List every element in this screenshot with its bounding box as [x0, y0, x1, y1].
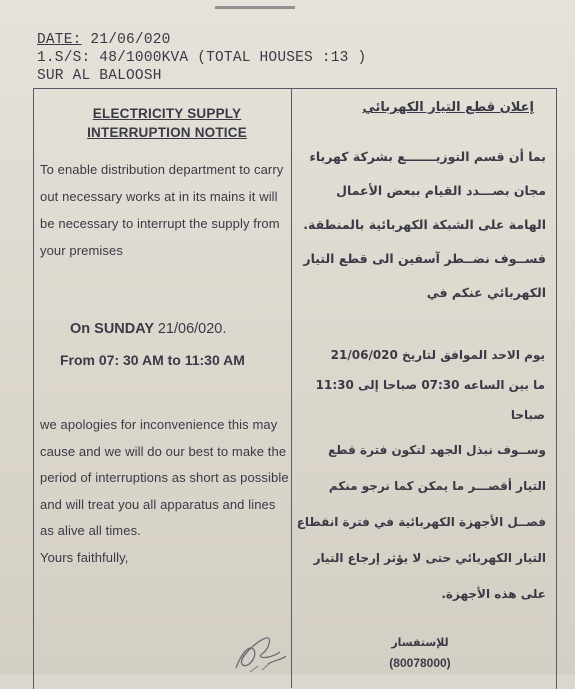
english-paragraph-1: To enable distribution department to carry out necessary works at in its mains it will be necessary to interrupt the supply from your premises	[40, 162, 284, 258]
contact-phone: (80078000)	[389, 656, 451, 670]
english-title-line1: ELECTRICITY SUPPLY	[92, 106, 242, 121]
date-value: 21/06/020	[90, 32, 171, 48]
english-paragraph-2	[40, 412, 290, 571]
arabic-paragraph-1: بما أن قسم التوزيـــــــع بشركة كهرباء مجان بصـــدد القيام ببعض الأعمال الهامة على الشبكة الكهربائية بالمنطقة. فســوف نضــطر آسفين الى قطع التيار الكهربائي عنكم في	[303, 149, 546, 300]
english-apology: we apologies for inconvenience this may cause and we will do our best to make the period of interruptions as short as possible and will treat you all apparatus and lines as alive all times.	[40, 417, 289, 538]
signature-icon	[228, 630, 298, 675]
arabic-contact-label: للإستفسار	[391, 636, 449, 649]
header-substation: 1.S/S: 48/1000KVA (TOTAL HOUSES :13 )	[37, 50, 367, 66]
english-title	[60, 104, 274, 142]
header-date	[37, 32, 171, 48]
english-day-label: On SUNDAY	[70, 321, 154, 337]
english-day-date: 21/06/020.	[157, 321, 227, 337]
arabic-time-line: ما بين الساعه 07:30 صباحا إلى 11:30 صباحا	[315, 378, 545, 422]
arabic-title: إعلان قطع التيار الكهربائي	[362, 100, 534, 115]
arabic-date-time	[300, 340, 545, 430]
english-title-line2: INTERRUPTION NOTICE	[87, 125, 247, 140]
arabic-paragraph-2: وســوف نبذل الجهد لتكون فترة قطع التيار أقصـــر ما يمكن كما نرجو منكم فصــل الأجهزة الكهربائية في فترة انقطاع التيار الكهربائي حتى لا يؤثر إرجاع التيار على هذه الأجهزة.	[296, 443, 546, 601]
date-label: DATE:	[37, 32, 82, 48]
header-location: SUR AL BALOOSH	[37, 68, 162, 84]
column-divider	[291, 88, 292, 688]
english-time: From 07: 30 AM to 11:30 AM	[60, 352, 245, 368]
english-day	[70, 321, 226, 337]
english-closing: Yours faithfully,	[40, 549, 129, 565]
top-mark	[215, 0, 295, 9]
arabic-date-line: يوم الاحد الموافق لتاريخ 21/06/020	[330, 348, 545, 362]
